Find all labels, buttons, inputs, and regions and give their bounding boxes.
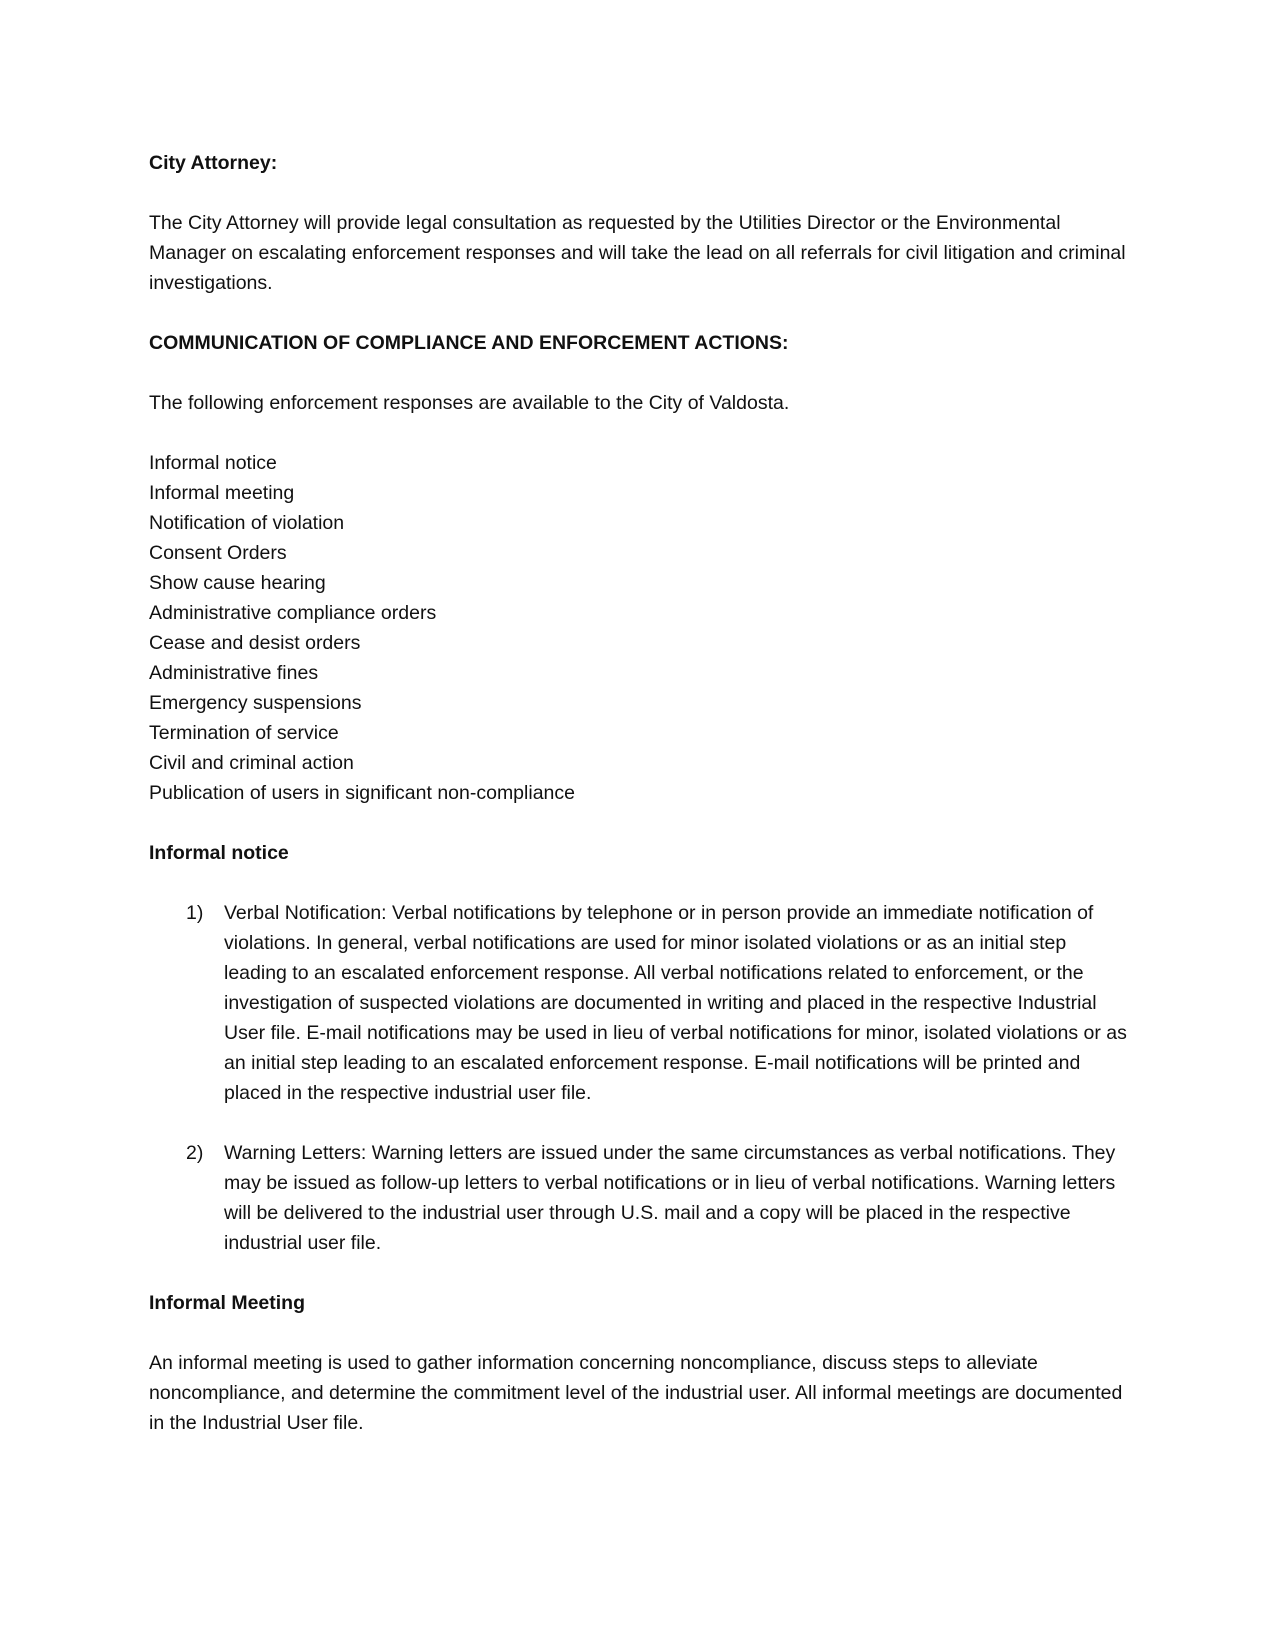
item-number: 1) bbox=[186, 902, 204, 924]
spacer bbox=[149, 358, 1129, 388]
spacer bbox=[149, 1108, 1129, 1138]
list-item: Termination of service bbox=[149, 722, 339, 744]
communication-intro: The following enforcement responses are available to the City of Valdosta. bbox=[149, 392, 790, 414]
communication-heading: COMMUNICATION OF COMPLIANCE AND ENFORCEMENT ACTIONS: bbox=[149, 332, 789, 354]
numbered-item-warning-letters bbox=[149, 1138, 1129, 1258]
informal-notice-list bbox=[149, 898, 1129, 1258]
list-item: Cease and desist orders bbox=[149, 632, 361, 654]
spacer bbox=[149, 1258, 1129, 1288]
numbered-item-verbal-notification bbox=[149, 898, 1129, 1108]
list-item: Emergency suspensions bbox=[149, 692, 362, 714]
informal-notice-heading: Informal notice bbox=[149, 842, 289, 864]
spacer bbox=[149, 1318, 1129, 1348]
list-item: Administrative fines bbox=[149, 662, 319, 684]
spacer bbox=[149, 418, 1129, 448]
list-item: Notification of violation bbox=[149, 512, 345, 534]
informal-meeting-heading: Informal Meeting bbox=[149, 1292, 306, 1314]
spacer bbox=[149, 298, 1129, 328]
city-attorney-paragraph: The City Attorney will provide legal consultation as requested by the Utilities Director or the Environmental Manager on escalating enforcement responses and will take the lead on all referrals for civil litigation and criminal investigations. bbox=[149, 212, 1126, 294]
document-page bbox=[149, 148, 1129, 1438]
enforcement-response-list bbox=[149, 448, 1129, 808]
item-text: Warning Letters: Warning letters are issued under the same circumstances as verbal notifications. They may be issued as follow-up letters to verbal notifications or in lieu of verbal notifications. Warning letters will be delivered to the industrial user through U.S. mail and a copy will be placed in the respective industrial user file. bbox=[224, 1142, 1116, 1254]
spacer bbox=[149, 808, 1129, 838]
list-item: Informal notice bbox=[149, 452, 277, 474]
spacer bbox=[149, 178, 1129, 208]
item-text: Verbal Notification: Verbal notifications by telephone or in person provide an immediate notification of violations. In general, verbal notifications are used for minor isolated violations or as an initial step leading to an escalated enforcement response. All verbal notifications related to enforcement, or the investigation of suspected violations are documented in writing and placed in the respective Industrial User file. E-mail notifications may be used in lieu of verbal notifications for minor, isolated violations or as an initial step leading to an escalated enforcement response. E-mail notifications will be printed and placed in the respective industrial user file. bbox=[224, 902, 1127, 1104]
list-item: Civil and criminal action bbox=[149, 752, 354, 774]
informal-meeting-paragraph: An informal meeting is used to gather information concerning noncompliance, discuss steps to alleviate noncompliance, and determine the commitment level of the industrial user. All informal meetings are documented in the Industrial User file. bbox=[149, 1352, 1123, 1434]
list-item: Consent Orders bbox=[149, 542, 287, 564]
spacer bbox=[149, 868, 1129, 898]
city-attorney-heading: City Attorney: bbox=[149, 152, 278, 174]
item-number: 2) bbox=[186, 1142, 204, 1164]
list-item: Publication of users in significant non-compliance bbox=[149, 782, 575, 804]
list-item: Administrative compliance orders bbox=[149, 602, 437, 624]
list-item: Show cause hearing bbox=[149, 572, 326, 594]
list-item: Informal meeting bbox=[149, 482, 295, 504]
